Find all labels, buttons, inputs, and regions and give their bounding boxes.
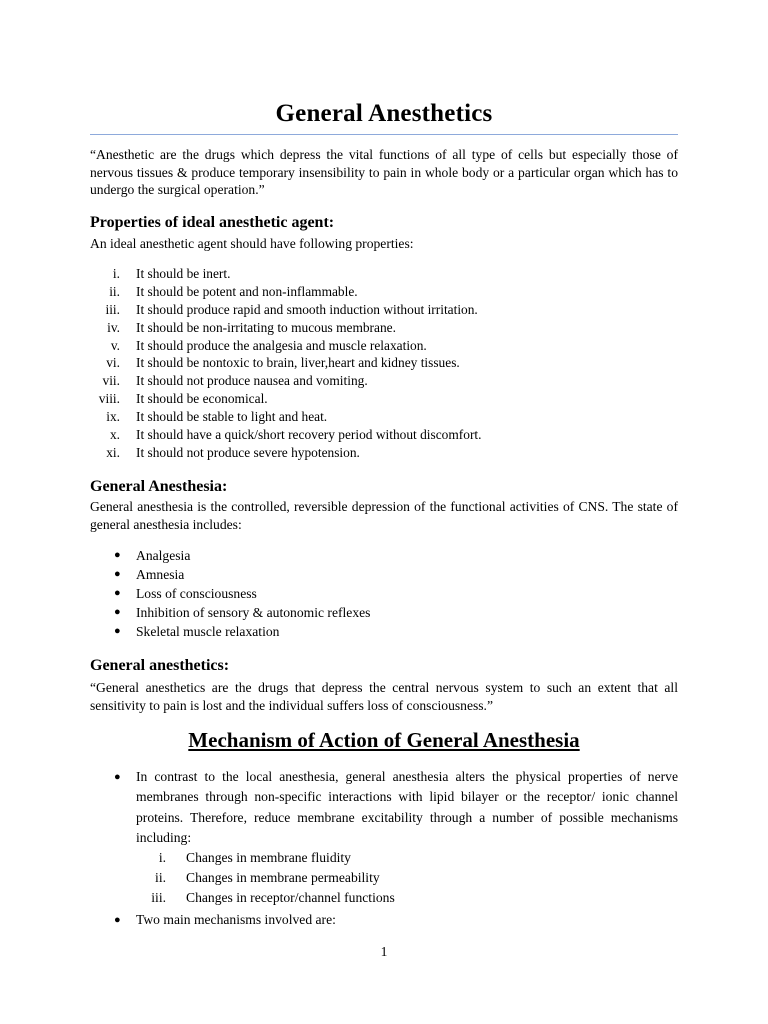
item-number: vi. xyxy=(106,355,120,371)
item-number: xi. xyxy=(106,444,120,460)
list-item xyxy=(90,565,678,584)
mechanism-point-text: In contrast to the local anesthesia, general anesthesia alters the physical properties of nerve membranes through non-specific interactions with lipid bilayer or the receptor/ ionic channel proteins. Therefore, reduce membrane excitability through a number of possible mechanisms including: xyxy=(136,769,678,845)
item-text: It should not produce nausea and vomiting. xyxy=(136,373,368,389)
item-number: ii. xyxy=(109,283,120,299)
item-text: Inhibition of sensory & autonomic reflexes xyxy=(136,605,371,620)
document-title: General Anesthetics xyxy=(275,100,493,127)
properties-list-item xyxy=(90,301,678,319)
bullet-icon: ● xyxy=(114,568,121,580)
properties-list-item xyxy=(90,444,678,462)
item-text: Changes in receptor/channel functions xyxy=(186,890,395,905)
title-divider xyxy=(90,134,678,135)
item-text: It should be non-irritating to mucous membrane. xyxy=(136,319,396,335)
item-text: It should be potent and non-inflammable. xyxy=(136,283,358,299)
properties-list-item xyxy=(90,265,678,283)
properties-list xyxy=(90,265,678,462)
item-number: x. xyxy=(109,427,120,443)
properties-list-item xyxy=(90,390,678,408)
mechanism-point-text: Two main mechanisms involved are: xyxy=(136,912,336,927)
item-text: It should produce the analgesia and muscle relaxation. xyxy=(136,337,427,353)
mechanism-heading: Mechanism of Action of General Anesthesia xyxy=(188,728,580,752)
item-text: Amnesia xyxy=(136,567,185,582)
item-number: i. xyxy=(158,850,166,865)
properties-list-item xyxy=(90,319,678,337)
general-anesthesia-heading: General Anesthesia: xyxy=(90,478,228,495)
item-text: It should produce rapid and smooth induction without irritation. xyxy=(136,301,478,317)
item-number: vii. xyxy=(102,373,120,389)
item-number: v. xyxy=(110,337,120,353)
mechanism-sub-list xyxy=(90,848,678,908)
list-item xyxy=(90,888,678,908)
list-item xyxy=(90,584,678,603)
item-text: Loss of consciousness xyxy=(136,586,257,601)
item-number: iii. xyxy=(151,890,166,905)
list-item xyxy=(90,848,678,868)
item-text: It should be inert. xyxy=(136,266,231,281)
properties-intro: An ideal anesthetic agent should have following properties: xyxy=(90,236,414,251)
bullet-icon: ● xyxy=(114,771,121,783)
list-item xyxy=(90,546,678,565)
properties-list-item xyxy=(90,283,678,301)
item-text: It should have a quick/short recovery period without discomfort. xyxy=(136,427,482,443)
item-number: ii. xyxy=(155,870,166,885)
item-text: Analgesia xyxy=(136,548,191,563)
item-text: It should be economical. xyxy=(136,391,268,407)
bullet-icon: ● xyxy=(114,625,121,637)
item-text: It should be nontoxic to brain, liver,heart and kidney tissues. xyxy=(136,355,460,371)
list-item xyxy=(90,868,678,888)
item-number: i. xyxy=(112,266,120,281)
properties-list-item xyxy=(90,337,678,355)
general-anesthesia-text: General anesthesia is the controlled, reversible depression of the functional activities of CNS. The state of general anesthesia includes: xyxy=(90,499,678,532)
item-text: Skeletal muscle relaxation xyxy=(136,624,280,639)
bullet-icon: ● xyxy=(114,549,121,561)
properties-list-item xyxy=(90,426,678,444)
list-item xyxy=(90,603,678,622)
item-number: ix. xyxy=(106,409,120,425)
item-text: Changes in membrane fluidity xyxy=(186,850,351,865)
item-number: viii. xyxy=(98,391,120,407)
general-anesthetics-heading: General anesthetics: xyxy=(90,657,230,674)
item-number: iii. xyxy=(105,301,120,317)
anesthesia-states-list xyxy=(90,546,678,641)
item-text: It should be stable to light and heat. xyxy=(136,409,328,425)
properties-list-item xyxy=(90,372,678,390)
properties-list-item xyxy=(90,354,678,372)
item-text: Changes in membrane permeability xyxy=(186,870,380,885)
properties-heading: Properties of ideal anesthetic agent: xyxy=(90,214,335,231)
item-text: It should not produce severe hypotension. xyxy=(136,444,360,460)
page-number: 1 xyxy=(380,944,388,959)
item-number: iv. xyxy=(107,319,120,335)
bullet-icon: ● xyxy=(114,606,121,618)
bullet-icon: ● xyxy=(114,914,121,926)
bullet-icon: ● xyxy=(114,587,121,599)
intro-quote: “Anesthetic are the drugs which depress the vital functions of all type of cells but especially those of nervous tissues & produce temporary insensibility to pain in whole body or a particular organ which has to undergo the surgical operation.” xyxy=(90,147,678,197)
general-anesthetics-text: “General anesthetics are the drugs that depress the central nervous system to such an extent that all sensitivity to pain is lost and the individual suffers loss of consciousness.” xyxy=(90,680,678,713)
list-item xyxy=(90,622,678,641)
properties-list-item xyxy=(90,408,678,426)
